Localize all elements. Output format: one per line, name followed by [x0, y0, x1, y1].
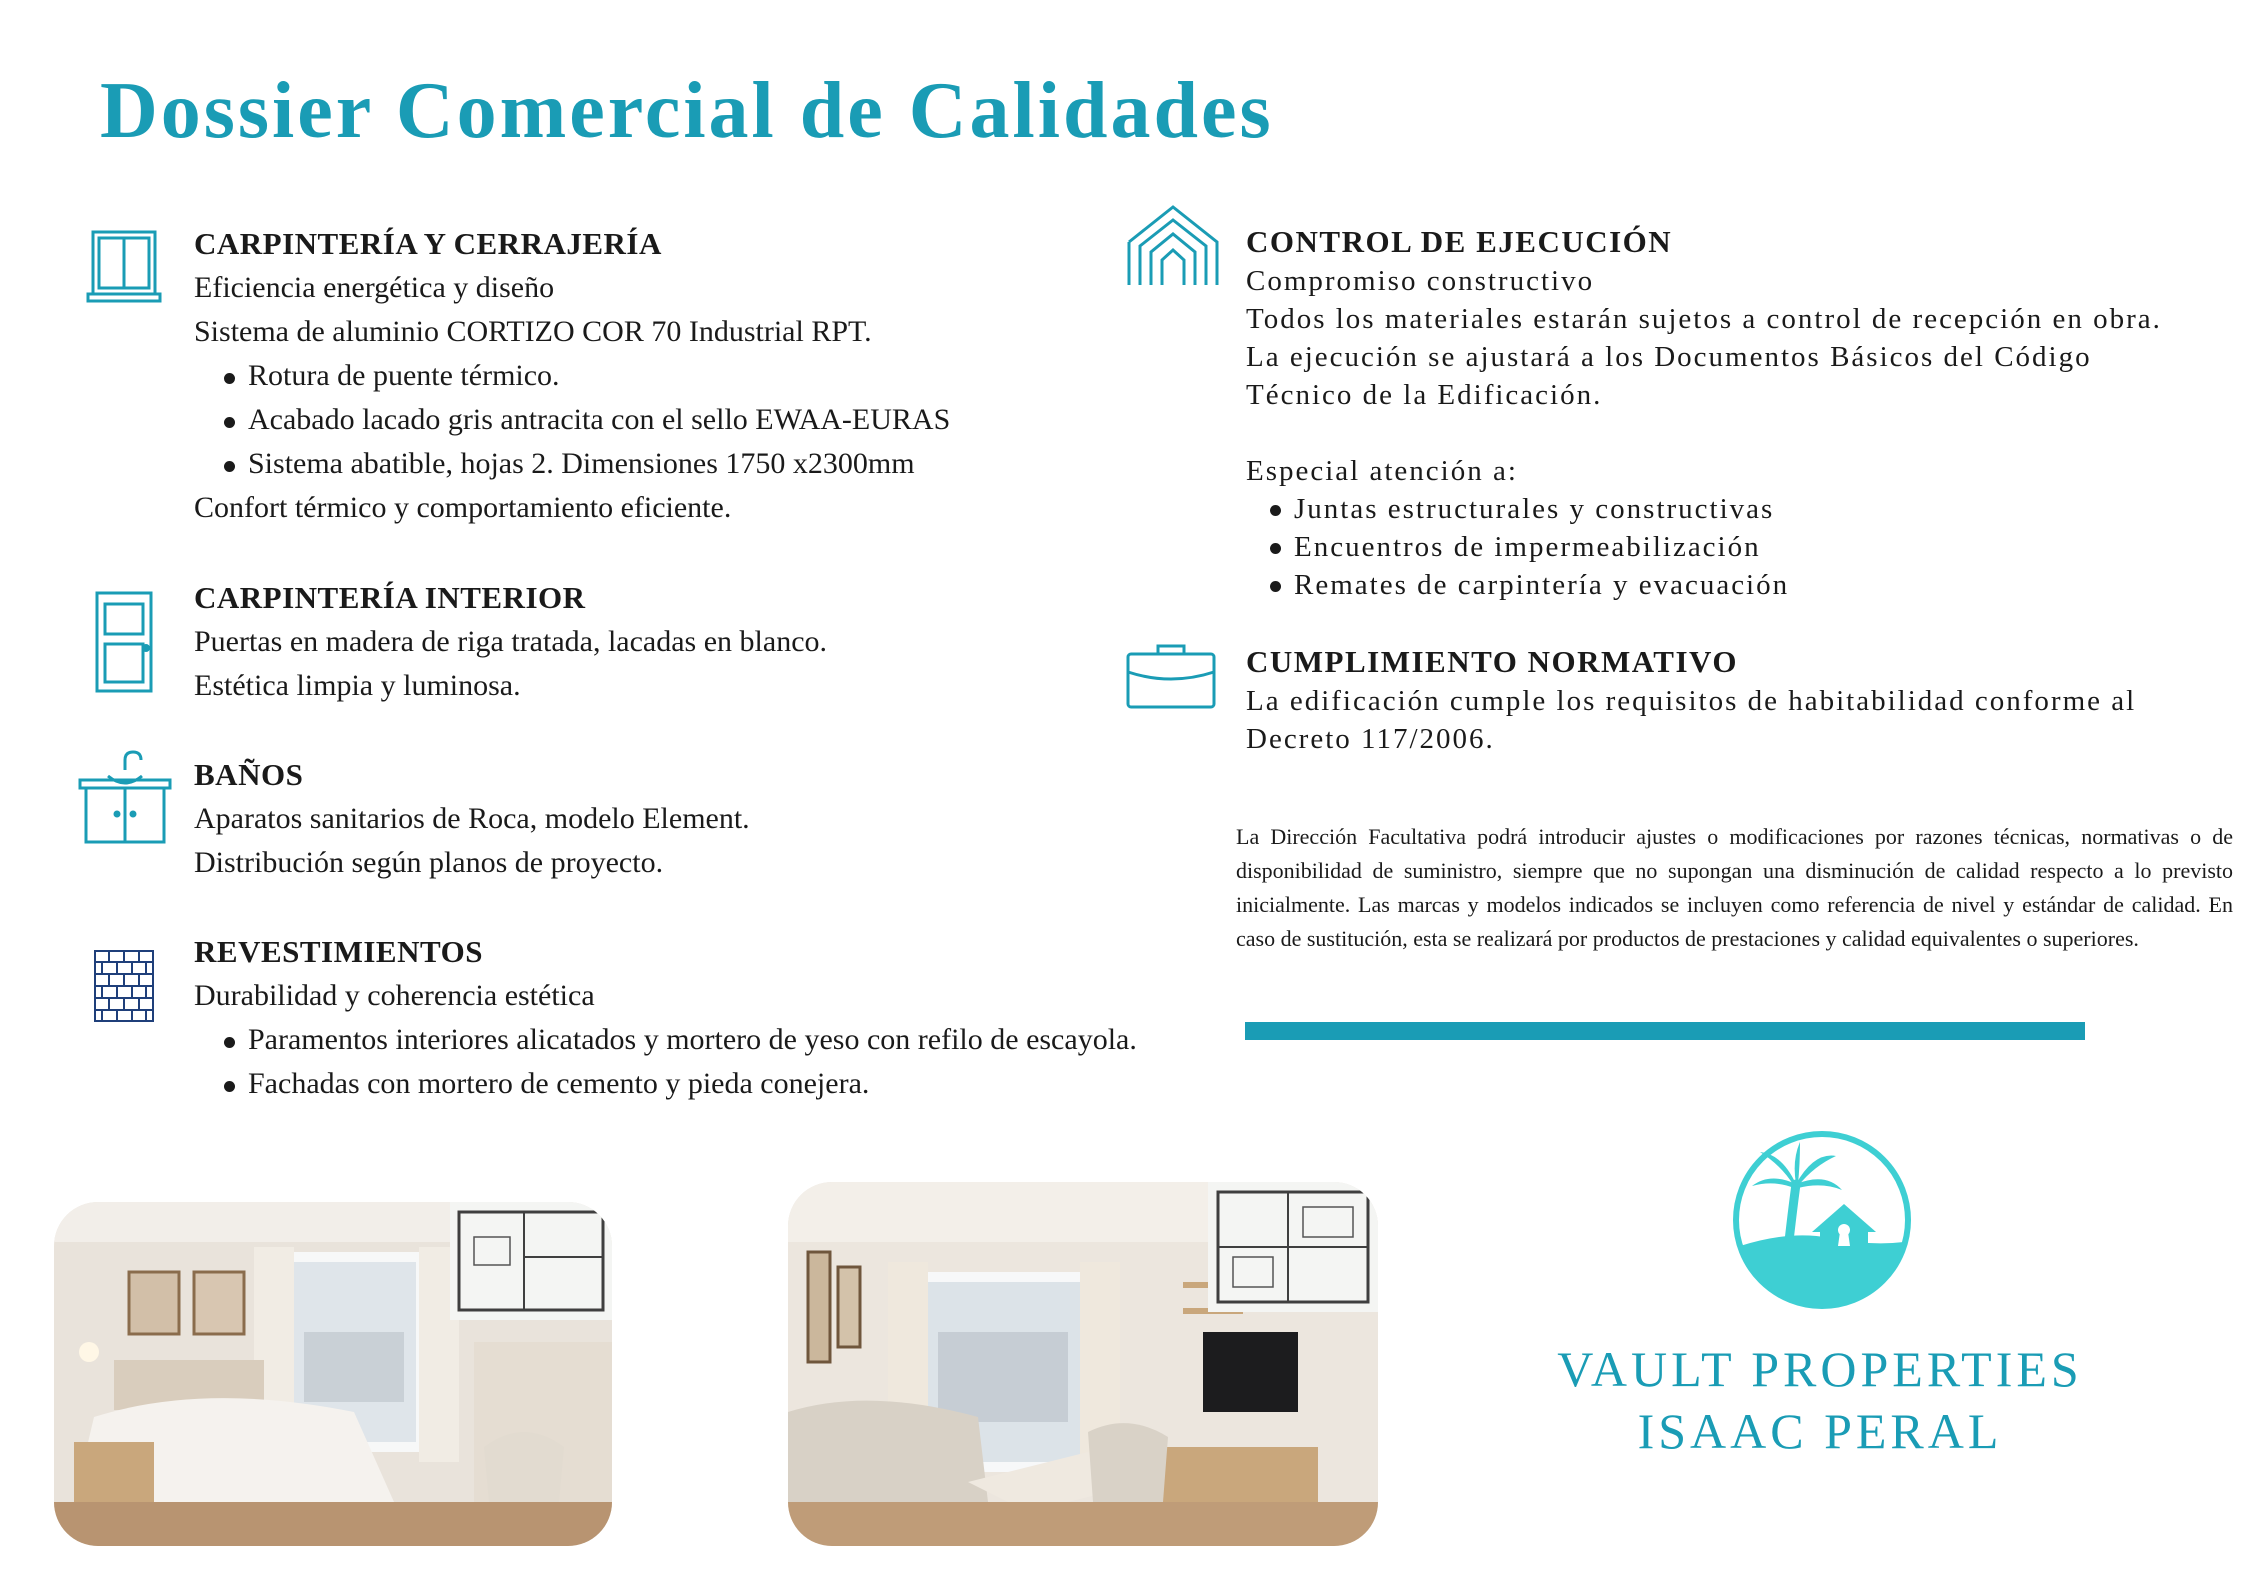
section-heading: BAÑOS — [194, 757, 304, 792]
section-heading: REVESTIMIENTOS — [194, 934, 483, 969]
section-text: Especial atención a: — [1246, 455, 1518, 487]
section-text: Aparatos sanitarios de Roca, modelo Element. — [194, 802, 750, 835]
list-item: Remates de carpintería y evacuación — [1270, 566, 2162, 604]
house-outline-icon — [1126, 204, 1220, 288]
bullet-list — [194, 1018, 1137, 1106]
briefcase-icon — [1126, 642, 1216, 710]
section-text: Distribución según planos de proyecto. — [194, 846, 664, 879]
section-heading: CARPINTERÍA INTERIOR — [194, 580, 586, 615]
door-icon — [94, 590, 154, 694]
bullet-list — [194, 354, 950, 486]
section-heading: CONTROL DE EJECUCIÓN — [1246, 224, 1673, 259]
section-text: Eficiencia energética y diseño — [194, 271, 555, 304]
section-heading: CUMPLIMIENTO NORMATIVO — [1246, 644, 1738, 679]
section-text: Técnico de la Edificación. — [1246, 379, 1603, 411]
section-text: La edificación cumple los requisitos de habitabilidad conforme al — [1246, 685, 2137, 717]
living-room-render — [788, 1182, 1378, 1546]
section-banos — [194, 753, 750, 885]
brand-name: VAULT PROPERTIES — [1557, 1341, 2083, 1397]
tiles-icon — [94, 950, 154, 1022]
list-item: Fachadas con mortero de cemento y pieda conejera. — [224, 1062, 1137, 1106]
palm-house-logo-icon — [1730, 1128, 1914, 1317]
brand-location: ISAAC PERAL — [1637, 1403, 2003, 1459]
list-item: Rotura de puente térmico. — [224, 354, 950, 398]
window-icon — [86, 228, 162, 304]
page-title: Dossier Comercial de Calidades — [100, 67, 1274, 155]
section-text: Durabilidad y coherencia estética — [194, 979, 595, 1012]
bullet-list — [1246, 490, 2162, 604]
section-text: Sistema de aluminio CORTIZO COR 70 Industrial RPT. — [194, 315, 872, 348]
section-revestimientos — [194, 930, 1137, 1106]
section-carpinteria-cerrajeria — [194, 222, 950, 530]
section-text: La ejecución se ajustará a los Documentos Básicos del Código — [1246, 341, 2092, 373]
section-heading: CARPINTERÍA Y CERRAJERÍA — [194, 226, 662, 261]
section-carpinteria-interior — [194, 576, 827, 708]
section-text: Compromiso constructivo — [1246, 265, 1595, 297]
list-item: Sistema abatible, hojas 2. Dimensiones 1750 x2300mm — [224, 442, 950, 486]
bedroom-render — [54, 1202, 612, 1546]
section-text: Decreto 117/2006. — [1246, 723, 1495, 755]
list-item: Paramentos interiores alicatados y mortero de yeso con refilo de escayola. — [224, 1018, 1137, 1062]
section-text: Estética limpia y luminosa. — [194, 669, 521, 702]
section-text: Confort térmico y comportamiento eficiente. — [194, 491, 732, 524]
section-text: Todos los materiales estarán sujetos a control de recepción en obra. — [1246, 303, 2162, 335]
section-cumplimiento-normativo — [1246, 642, 2136, 758]
list-item: Juntas estructurales y constructivas — [1270, 490, 2162, 528]
section-text: Puertas en madera de riga tratada, lacadas en blanco. — [194, 625, 828, 658]
list-item: Encuentros de impermeabilización — [1270, 528, 2162, 566]
list-item: Acabado lacado gris antracita con el sello EWAA-EURAS — [224, 398, 950, 442]
section-control-ejecucion — [1246, 222, 2162, 604]
bathroom-sink-icon — [78, 748, 172, 846]
disclaimer-text: La Dirección Facultativa podrá introducir ajustes o modificaciones por razones técnicas, normativas o de disponibilidad de suministro, siempre que no supongan una disminución de calidad respecto a lo previsto inicialmente. Las marcas y modelos indicados se incluyen como referencia de nivel y estándar de calidad. En caso de sustitución, esta se realizará por productos de prestaciones y calidad equivalentes o superiores. — [1236, 824, 2233, 951]
accent-divider — [1245, 1022, 2085, 1040]
